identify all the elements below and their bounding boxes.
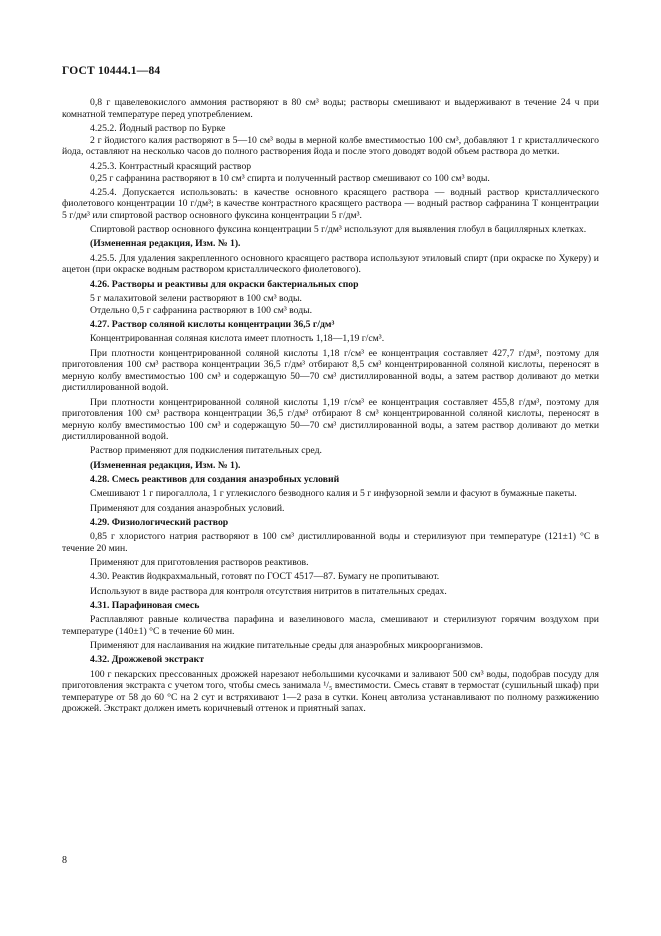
- paragraph: Отдельно 0,5 г сафранина растворяют в 100 см³ воды.: [90, 304, 313, 316]
- paragraph: Спиртовой раствор основного фуксина концентрации 5 г/дм³ используют для выявления глобул в бациллярных клетках.: [90, 224, 587, 236]
- paragraph: Расплавляют равные количества парафина и вазелинового масла, смешивают и стерилизуют горячим воздухом при температуре (140±1) °С в течение 60 мин.: [62, 614, 599, 637]
- paragraph: 0,85 г хлористого натрия растворяют в 100 см³ дистиллированной воды и стерилизуют при температуре (121±1) °С в течение 20 мин.: [62, 531, 599, 554]
- section-heading: 4.31. Парафиновая смесь: [90, 599, 200, 611]
- paragraph: При плотности концентрированной соляной кислоты 1,18 г/см³ ее концентрация составляет 427,7 г/дм³, поэтому для приготовления 100 см³ раствора концентрации 36,5 г/дм³ отбирают 8,5 см³ концентрированной соляной кислоты, переносят в мерную колбу вместимостью 100 см³ и содержащую 50—70 см³ дистиллированной воды, а затем раствор доливают до метки дистиллированной водой.: [62, 347, 599, 394]
- paragraph: 5 г малахитовой зелени растворяют в 100 см³ воды.: [90, 292, 302, 304]
- paragraph: 0,25 г сафранина растворяют в 10 см³ спирта и полученный раствор смешивают со 100 см³ воды.: [90, 172, 490, 184]
- paragraph: 4.25.4. Допускается использовать: в качестве основного красящего раствора — водный раствор кристаллического фиолетового концентрации 10 г/дм³; в качестве контрастного красящего раствора — водный раствор сафранина Т концентрации 5 г/дм³ или спиртовой раствор основного фуксина концентрации 5 г/дм³.: [62, 186, 599, 221]
- paragraph: 100 г пекарских прессованных дрожжей нарезают небольшими кусочками и заливают 500 см³ воды, подобрав посуду для приготовления экстракта с учетом того, чтобы смесь занимала ¹/₅ вместимости. Смесь ставят в термостат (сушильный шкаф) при температуре от 58 до 60 °С на 2 сут и встряхивают 1—2 раза в сутки. Конец автолиза устанавливают по полному разжижению дрожжей. Экстракт должен иметь коричневый оттенок и приятный запах.: [62, 668, 599, 715]
- section-heading: 4.29. Физиологический раствор: [90, 516, 229, 528]
- subsection-heading: 4.25.3. Контрастный красящий раствор: [90, 160, 252, 172]
- section-heading: 4.26. Растворы и реактивы для окраски бактериальных спор: [90, 278, 359, 290]
- paragraph: 0,8 г щавелевокислого аммония растворяют в 80 см³ воды; растворы смешивают и выдерживают в течение 24 ч при комнатной температуре перед употреблением.: [62, 97, 599, 120]
- paragraph: Раствор применяют для подкисления питательных сред.: [90, 445, 322, 457]
- paragraph: Смешивают 1 г пирогаллола, 1 г углекислого безводного калия и 5 г инфузорной земли и фасуют в бумажные пакеты.: [90, 488, 577, 500]
- paragraph: 2 г йодистого калия растворяют в 5—10 см³ воды в мерной колбе вместимостью 100 см³, добавляют 1 г кристаллического йода, оставляют на несколько часов до полного растворения йода и после этого доводят водой объем раствора до метки.: [62, 134, 599, 158]
- section-heading: 4.32. Дрожжевой экстракт: [90, 654, 204, 666]
- paragraph: Используют в виде раствора для контроля отсутствия нитритов в питательных средах.: [90, 585, 447, 597]
- paragraph: Применяют для наслаивания на жидкие питательные среды для анаэробных микроорганизмов.: [90, 639, 483, 651]
- subsection-heading: 4.25.2. Йодный раствор по Бурке: [90, 122, 226, 134]
- page-number: 8: [62, 855, 67, 866]
- section-heading: 4.27. Раствор соляной кислоты концентрации 36,5 г/дм³: [90, 319, 335, 331]
- document-header: ГОСТ 10444.1—84: [62, 65, 161, 77]
- amendment-note: (Измененная редакция, Изм. № 1).: [90, 459, 241, 471]
- paragraph: При плотности концентрированной соляной кислоты 1,19 г/см³ ее концентрация составляет 455,8 г/дм³, поэтому для приготовления 100 см³ раствора концентрации 36,5 г/дм³ отбирают 8 см³ концентрированной соляной кислоты, переносят в мерную колбу вместимостью 100 см³ и содержащую 50—70 см³ дистиллированной воды, а затем раствор доливают до метки дистиллированной водой.: [62, 396, 599, 443]
- document-body: [62, 97, 599, 717]
- amendment-note: (Измененная редакция, Изм. № 1).: [90, 238, 241, 250]
- paragraph: 4.30. Реактив йодкрахмальный, готовят по ГОСТ 4517—87. Бумагу не пропитывают.: [90, 571, 440, 583]
- paragraph: Применяют для создания анаэробных условий.: [90, 502, 285, 514]
- paragraph: Концентрированная соляная кислота имеет плотность 1,18—1,19 г/см³.: [90, 333, 385, 345]
- paragraph: Применяют для приготовления растворов реактивов.: [90, 556, 309, 568]
- paragraph: 4.25.5. Для удаления закрепленного основного красящего раствора используют этиловый спирт (при окраске по Хукеру) и ацетон (при окраске водным раствором кристаллического фиолетового).: [62, 252, 599, 276]
- section-heading: 4.28. Смесь реактивов для создания анаэробных условий: [90, 473, 340, 485]
